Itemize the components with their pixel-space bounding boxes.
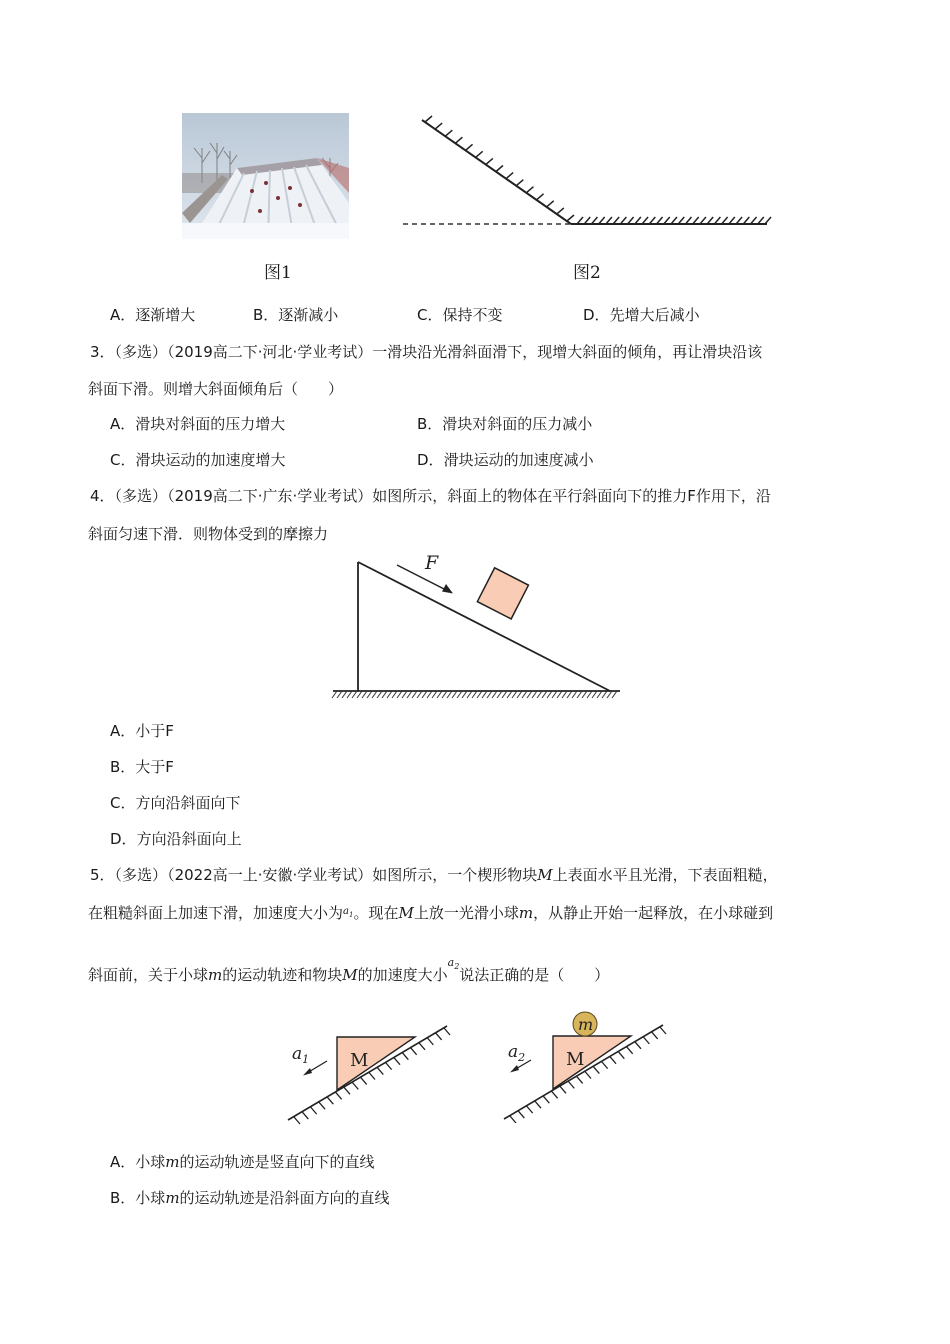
hatch-mark	[372, 691, 377, 698]
hatch-mark	[602, 691, 607, 698]
hatch-mark	[467, 691, 472, 698]
hatch-mark	[722, 217, 728, 224]
hatch-mark	[506, 173, 513, 179]
hatch-mark	[729, 217, 735, 224]
hatch-mark	[618, 1052, 624, 1059]
hatch-mark	[347, 691, 352, 698]
hatch-mark	[518, 1111, 524, 1118]
q4-stem-line2: 斜面匀速下滑．则物体受到的摩擦力	[88, 525, 329, 543]
q5-left-wedge-label: M	[350, 1050, 369, 1071]
hatch-mark	[486, 158, 493, 164]
hatch-mark	[452, 691, 457, 698]
hatch-mark	[507, 691, 512, 698]
hatch-mark	[567, 215, 574, 221]
hatch-mark	[537, 194, 544, 200]
hatch-mark	[472, 691, 477, 698]
hatch-mark	[543, 1096, 549, 1103]
hatch-mark	[652, 1032, 658, 1039]
hatch-mark	[437, 691, 442, 698]
hatch-mark	[492, 691, 497, 698]
hatch-mark	[743, 217, 749, 224]
hatch-mark	[466, 144, 473, 150]
hatch-mark	[422, 691, 427, 698]
hatch-mark	[337, 691, 342, 698]
hatch-mark	[607, 691, 612, 698]
hatch-mark	[419, 1043, 425, 1050]
hatch-mark	[455, 137, 462, 143]
hatch-mark	[516, 180, 523, 186]
hatch-mark	[664, 217, 670, 224]
hatch-mark	[547, 201, 554, 207]
hatch-mark	[707, 217, 713, 224]
q4-option-a: A．小于F	[110, 722, 174, 740]
hatch-mark	[352, 1082, 358, 1089]
hatch-mark	[377, 691, 382, 698]
q4-stem-line1: 4．（多选）（2019高二下·广东·学业考试）如图所示，斜面上的物体在平行斜面向下的推力F作用下，沿	[90, 487, 771, 505]
hatch-mark	[568, 1081, 574, 1088]
hatch-mark	[377, 1068, 383, 1075]
hatch-mark	[643, 1037, 649, 1044]
hatch-mark	[477, 691, 482, 698]
hatch-mark	[660, 1027, 666, 1034]
hatch-mark	[332, 691, 337, 698]
hatch-mark	[587, 691, 592, 698]
hatch-mark	[620, 217, 626, 224]
q5-a2-symbol: a2	[447, 956, 460, 972]
hatch-mark	[635, 217, 641, 224]
hatch-mark	[527, 691, 532, 698]
hatch-mark	[685, 217, 691, 224]
hatch-mark	[417, 691, 422, 698]
hatch-mark	[582, 691, 587, 698]
hatch-mark	[577, 217, 583, 224]
q3-option-d: D．滑块运动的加速度减小	[417, 451, 594, 469]
hatch-mark	[591, 217, 597, 224]
hatch-mark	[527, 1106, 533, 1113]
q5-right-accel-label: $a_2$	[508, 1042, 526, 1064]
q2-option-b: B．逐渐减小	[253, 306, 339, 324]
hatch-mark	[442, 691, 447, 698]
hatch-mark	[457, 691, 462, 698]
hatch-mark	[462, 691, 467, 698]
hatch-mark	[435, 123, 442, 129]
hatch-mark	[407, 691, 412, 698]
hatch-mark	[649, 217, 655, 224]
snow-slide-photo	[182, 113, 349, 239]
hatch-mark	[482, 691, 487, 698]
hatch-mark	[693, 217, 699, 224]
hatch-mark	[447, 691, 452, 698]
hatch-mark	[502, 691, 507, 698]
hatch-mark	[532, 691, 537, 698]
hatch-mark	[567, 691, 572, 698]
hatch-mark	[427, 691, 432, 698]
hatch-mark	[592, 691, 597, 698]
hatch-mark	[612, 691, 617, 698]
hatch-mark	[397, 691, 402, 698]
hatch-mark	[552, 1091, 558, 1098]
hatch-mark	[402, 1053, 408, 1060]
hatch-mark	[302, 1112, 308, 1119]
q5-ball-label: m	[578, 1015, 594, 1034]
hatch-mark	[361, 1077, 367, 1084]
hatch-mark	[367, 691, 372, 698]
q5-a1-symbol: a1	[343, 906, 354, 919]
hatch-mark	[526, 187, 533, 193]
hatch-mark	[593, 1067, 599, 1074]
hatch-mark	[522, 691, 527, 698]
hatch-mark	[402, 691, 407, 698]
fig2-caption: 图2	[573, 263, 601, 283]
hatch-mark	[387, 691, 392, 698]
hatch-mark	[386, 1063, 392, 1070]
q5-option-b: B．小球m的运动轨迹是沿斜面方向的直线	[110, 1189, 390, 1207]
hatch-mark	[362, 691, 367, 698]
hatch-mark	[599, 217, 605, 224]
hatch-mark	[512, 691, 517, 698]
hatch-mark	[671, 217, 677, 224]
q4-block	[477, 568, 528, 619]
hatch-mark	[382, 691, 387, 698]
hatch-mark	[552, 691, 557, 698]
hatch-mark	[392, 691, 397, 698]
q2-option-d: D．先增大后减小	[583, 306, 700, 324]
q3-stem-line2: 斜面下滑。则增大斜面倾角后（ ）	[88, 380, 344, 398]
hatch-mark	[357, 691, 362, 698]
hatch-mark	[758, 217, 764, 224]
hatch-mark	[628, 217, 634, 224]
hatch-mark	[425, 116, 432, 122]
q5-left-wedge	[337, 1037, 415, 1090]
hatch-mark	[562, 691, 567, 698]
hatch-mark	[678, 217, 684, 224]
hatch-mark	[535, 1101, 541, 1108]
hatch-mark	[487, 691, 492, 698]
hatch-mark	[635, 1042, 641, 1049]
hatch-mark	[496, 166, 503, 172]
hatch-mark	[352, 691, 357, 698]
hatch-mark	[577, 1076, 583, 1083]
hatch-mark	[342, 691, 347, 698]
hatch-mark	[751, 217, 757, 224]
hatch-mark	[557, 691, 562, 698]
q3-option-c: C．滑块运动的加速度增大	[110, 451, 286, 469]
hatch-mark	[394, 1058, 400, 1065]
hatch-mark	[411, 1048, 417, 1055]
q2-option-c: C．保持不变	[417, 306, 503, 324]
fig1-caption: 图1	[264, 263, 292, 283]
hatch-mark	[560, 1086, 566, 1093]
hatch-mark	[344, 1087, 350, 1094]
hatch-mark	[427, 1038, 433, 1045]
q3-option-a: A．滑块对斜面的压力增大	[110, 415, 286, 433]
q5-stem-line3: 斜面前，关于小球m的运动轨迹和物块M的加速度大小$^{a_2}$说法正确的是（ ）	[88, 956, 610, 984]
q4-option-b: B．大于F	[110, 758, 174, 776]
hatch-mark	[294, 1117, 300, 1124]
hatch-mark	[610, 1057, 616, 1064]
hatch-mark	[327, 1097, 333, 1104]
hatch-mark	[700, 217, 706, 224]
hatch-mark	[537, 691, 542, 698]
hatch-mark	[412, 691, 417, 698]
q5-stem-line2: 在粗糙斜面上加速下滑，加速度大小为$^{a_1}$。现在M上放一光滑小球m，从静止开始一起释放，在小球碰到	[88, 904, 774, 922]
q5-figure-left	[282, 1018, 452, 1128]
q2-option-a: A．逐渐增大	[110, 306, 196, 324]
q5-figure-right	[498, 1008, 668, 1123]
hatch-mark	[613, 217, 619, 224]
hatch-mark	[476, 151, 483, 157]
hatch-mark	[657, 217, 663, 224]
hatch-mark	[585, 1072, 591, 1079]
q4-incline-diagram	[325, 548, 625, 708]
q5-right-wedge	[553, 1036, 631, 1089]
q3-stem-line1: 3．（多选）（2019高二下·河北·学业考试）一滑块沿光滑斜面滑下，现增大斜面的倾角，再让滑块沿该	[90, 343, 763, 361]
hatch-mark	[432, 691, 437, 698]
hatch-mark	[510, 1116, 516, 1123]
q4-option-c: C．方向沿斜面向下	[110, 794, 241, 812]
hatch-mark	[765, 217, 771, 224]
fig2-incline-diagram	[395, 108, 775, 238]
hatch-mark	[517, 691, 522, 698]
hatch-mark	[542, 691, 547, 698]
q3-option-b: B．滑块对斜面的压力减小	[417, 415, 593, 433]
q5-left-accel-label: $a_1$	[292, 1044, 310, 1066]
hatch-mark	[572, 691, 577, 698]
hatch-mark	[642, 217, 648, 224]
hatch-mark	[369, 1073, 375, 1080]
hatch-mark	[311, 1107, 317, 1114]
q5-option-a: A．小球m的运动轨迹是竖直向下的直线	[110, 1153, 375, 1171]
q5-right-wedge-label: M	[566, 1049, 585, 1070]
hatch-mark	[714, 217, 720, 224]
hatch-mark	[736, 217, 742, 224]
hatch-mark	[597, 691, 602, 698]
hatch-mark	[547, 691, 552, 698]
hatch-mark	[602, 1062, 608, 1069]
hatch-mark	[497, 691, 502, 698]
hatch-mark	[627, 1047, 633, 1054]
q5-stem-line1: 5．（多选）（2022高一上·安徽·学业考试）如图所示，一个楔形物块M上表面水平且光滑，下表面粗糙，	[90, 866, 778, 884]
q4-force-label: F	[425, 552, 439, 574]
hatch-mark	[319, 1102, 325, 1109]
hatch-mark	[444, 1028, 450, 1035]
hatch-mark	[557, 208, 564, 214]
q4-option-d: D．方向沿斜面向上	[110, 830, 242, 848]
hatch-mark	[445, 130, 452, 136]
hatch-mark	[584, 217, 590, 224]
hatch-mark	[606, 217, 612, 224]
hatch-mark	[436, 1033, 442, 1040]
snow-slide-picture	[182, 113, 349, 239]
hatch-mark	[336, 1092, 342, 1099]
hatch-mark	[577, 691, 582, 698]
